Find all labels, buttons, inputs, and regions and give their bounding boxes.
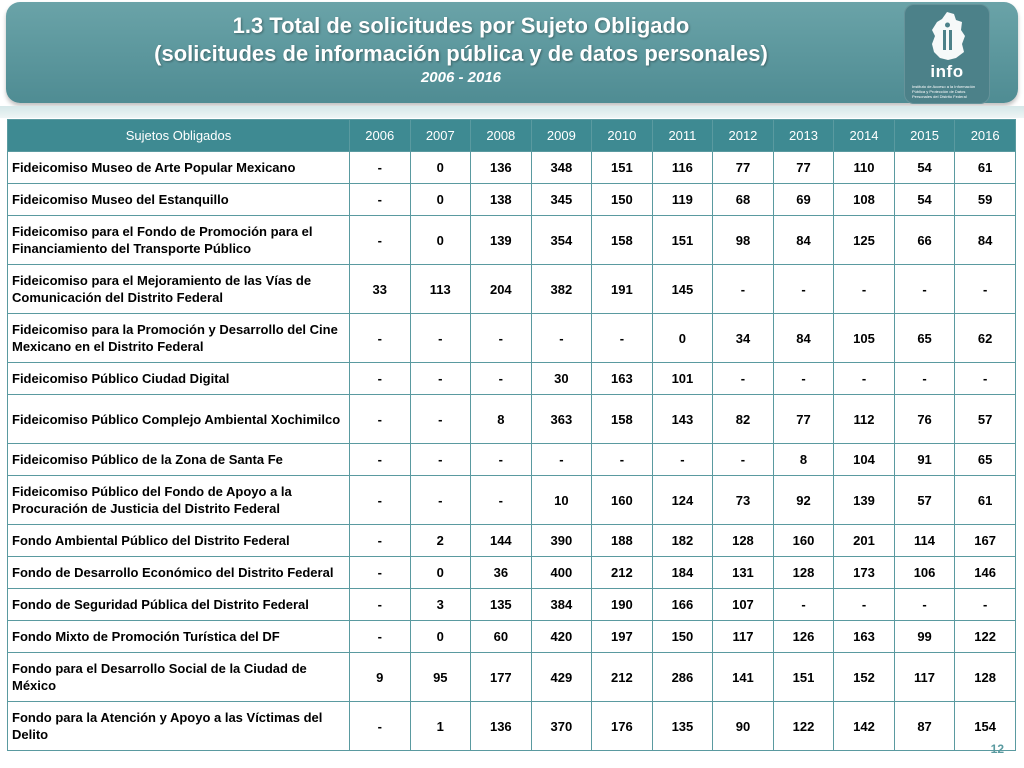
value-cell: 0 — [410, 621, 471, 653]
value-cell: 30 — [531, 363, 592, 395]
column-header-year: 2007 — [410, 120, 471, 152]
value-cell: 0 — [410, 216, 471, 265]
subject-name-cell: Fondo de Desarrollo Económico del Distrito Federal — [8, 557, 350, 589]
page-subtitle: (solicitudes de información pública y de datos personales) — [154, 41, 768, 66]
title-banner — [6, 2, 1018, 103]
value-cell: - — [350, 184, 411, 216]
value-cell: 158 — [592, 216, 653, 265]
value-cell: 84 — [773, 216, 834, 265]
value-cell: 204 — [471, 265, 532, 314]
table-row — [8, 702, 1016, 751]
value-cell: 420 — [531, 621, 592, 653]
value-cell: - — [471, 314, 532, 363]
column-header-year: 2006 — [350, 120, 411, 152]
column-header-year: 2009 — [531, 120, 592, 152]
value-cell: - — [410, 476, 471, 525]
value-cell: 2 — [410, 525, 471, 557]
column-header-year: 2011 — [652, 120, 713, 152]
value-cell: 108 — [834, 184, 895, 216]
value-cell: 150 — [592, 184, 653, 216]
value-cell: 128 — [713, 525, 774, 557]
value-cell: - — [350, 525, 411, 557]
value-cell: 87 — [894, 702, 955, 751]
value-cell: 1 — [410, 702, 471, 751]
value-cell: 0 — [652, 314, 713, 363]
value-cell: - — [350, 557, 411, 589]
value-cell: 8 — [773, 444, 834, 476]
table-row — [8, 363, 1016, 395]
value-cell: - — [350, 589, 411, 621]
value-cell: 166 — [652, 589, 713, 621]
value-cell: 84 — [955, 216, 1016, 265]
title-block — [6, 12, 916, 88]
value-cell: 429 — [531, 653, 592, 702]
value-cell: 82 — [713, 395, 774, 444]
value-cell: 345 — [531, 184, 592, 216]
value-cell: 135 — [471, 589, 532, 621]
logo-wordmark: info — [930, 62, 964, 81]
table-row — [8, 621, 1016, 653]
value-cell: 101 — [652, 363, 713, 395]
logo-caption: Instituto de Acceso a la Información Pública y Protección de Datos Personales del Distrito Federal — [912, 84, 976, 99]
value-cell: 57 — [955, 395, 1016, 444]
value-cell: 160 — [592, 476, 653, 525]
subject-name-cell: Fondo Mixto de Promoción Turística del DF — [8, 621, 350, 653]
value-cell: 173 — [834, 557, 895, 589]
value-cell: 98 — [713, 216, 774, 265]
subject-name-cell: Fideicomiso para el Fondo de Promoción para el Financiamiento del Transporte Público — [8, 216, 350, 265]
value-cell: 61 — [955, 476, 1016, 525]
subject-name-cell: Fondo de Seguridad Pública del Distrito Federal — [8, 589, 350, 621]
value-cell: 99 — [894, 621, 955, 653]
value-cell: 354 — [531, 216, 592, 265]
value-cell: 135 — [652, 702, 713, 751]
period-label: 2006 - 2016 — [420, 69, 502, 86]
value-cell: 77 — [773, 152, 834, 184]
value-cell: 60 — [471, 621, 532, 653]
value-cell: - — [471, 476, 532, 525]
separator-band — [0, 106, 1024, 118]
value-cell: 363 — [531, 395, 592, 444]
value-cell: 105 — [834, 314, 895, 363]
value-cell: 160 — [773, 525, 834, 557]
table-row — [8, 152, 1016, 184]
value-cell: 197 — [592, 621, 653, 653]
subject-name-cell: Fondo Ambiental Público del Distrito Federal — [8, 525, 350, 557]
subject-name-cell: Fideicomiso Museo de Arte Popular Mexicano — [8, 152, 350, 184]
value-cell: 112 — [834, 395, 895, 444]
column-header-year: 2016 — [955, 120, 1016, 152]
value-cell: - — [834, 265, 895, 314]
value-cell: - — [531, 314, 592, 363]
value-cell: 390 — [531, 525, 592, 557]
value-cell: - — [894, 589, 955, 621]
value-cell: 106 — [894, 557, 955, 589]
value-cell: - — [471, 444, 532, 476]
value-cell: 348 — [531, 152, 592, 184]
value-cell: 73 — [713, 476, 774, 525]
table-row — [8, 395, 1016, 444]
value-cell: - — [410, 363, 471, 395]
value-cell: - — [592, 444, 653, 476]
value-cell: 144 — [471, 525, 532, 557]
value-cell: 0 — [410, 557, 471, 589]
value-cell: 151 — [652, 216, 713, 265]
value-cell: 141 — [713, 653, 774, 702]
subject-name-cell: Fideicomiso para la Promoción y Desarrollo del Cine Mexicano en el Distrito Federal — [8, 314, 350, 363]
subject-name-cell: Fideicomiso Público Complejo Ambiental Xochimilco — [8, 395, 350, 444]
value-cell: 126 — [773, 621, 834, 653]
value-cell: 65 — [894, 314, 955, 363]
value-cell: 76 — [894, 395, 955, 444]
column-header-year: 2015 — [894, 120, 955, 152]
value-cell: 158 — [592, 395, 653, 444]
value-cell: 92 — [773, 476, 834, 525]
value-cell: 131 — [713, 557, 774, 589]
subject-name-cell: Fondo para el Desarrollo Social de la Ciudad de México — [8, 653, 350, 702]
value-cell: 117 — [713, 621, 774, 653]
value-cell: - — [410, 444, 471, 476]
value-cell: 68 — [713, 184, 774, 216]
value-cell: 110 — [834, 152, 895, 184]
value-cell: 167 — [955, 525, 1016, 557]
value-cell: 124 — [652, 476, 713, 525]
value-cell: 77 — [773, 395, 834, 444]
table-body — [8, 152, 1016, 751]
value-cell: 136 — [471, 152, 532, 184]
value-cell: - — [350, 444, 411, 476]
value-cell: 128 — [773, 557, 834, 589]
value-cell: - — [834, 589, 895, 621]
value-cell: 163 — [834, 621, 895, 653]
value-cell: 142 — [834, 702, 895, 751]
value-cell: 150 — [652, 621, 713, 653]
value-cell: 122 — [955, 621, 1016, 653]
value-cell: - — [592, 314, 653, 363]
value-cell: - — [773, 589, 834, 621]
value-cell: - — [531, 444, 592, 476]
value-cell: 151 — [773, 653, 834, 702]
column-header-year: 2008 — [471, 120, 532, 152]
column-header-year: 2012 — [713, 120, 774, 152]
value-cell: 69 — [773, 184, 834, 216]
value-cell: 152 — [834, 653, 895, 702]
table-row — [8, 265, 1016, 314]
value-cell: 154 — [955, 702, 1016, 751]
value-cell: 104 — [834, 444, 895, 476]
value-cell: 384 — [531, 589, 592, 621]
value-cell: - — [773, 363, 834, 395]
value-cell: 54 — [894, 152, 955, 184]
value-cell: 107 — [713, 589, 774, 621]
value-cell: 191 — [592, 265, 653, 314]
table-row — [8, 314, 1016, 363]
value-cell: 33 — [350, 265, 411, 314]
value-cell: 182 — [652, 525, 713, 557]
table-header-row — [8, 120, 1016, 152]
value-cell: 57 — [894, 476, 955, 525]
value-cell: - — [410, 395, 471, 444]
value-cell: 201 — [834, 525, 895, 557]
table-row — [8, 653, 1016, 702]
value-cell: 8 — [471, 395, 532, 444]
value-cell: - — [410, 314, 471, 363]
subject-name-cell: Fideicomiso Público Ciudad Digital — [8, 363, 350, 395]
value-cell: 125 — [834, 216, 895, 265]
value-cell: - — [350, 395, 411, 444]
value-cell: - — [713, 363, 774, 395]
value-cell: 145 — [652, 265, 713, 314]
value-cell: 138 — [471, 184, 532, 216]
value-cell: 177 — [471, 653, 532, 702]
subject-name-cell: Fideicomiso para el Mejoramiento de las Vías de Comunicación del Distrito Federal — [8, 265, 350, 314]
table-row — [8, 557, 1016, 589]
value-cell: 286 — [652, 653, 713, 702]
requests-table — [7, 119, 1016, 751]
value-cell: 382 — [531, 265, 592, 314]
value-cell: 139 — [834, 476, 895, 525]
table-row — [8, 184, 1016, 216]
column-header-year: 2010 — [592, 120, 653, 152]
table-row — [8, 476, 1016, 525]
value-cell: 91 — [894, 444, 955, 476]
table-row — [8, 444, 1016, 476]
value-cell: 190 — [592, 589, 653, 621]
value-cell: 66 — [894, 216, 955, 265]
value-cell: 113 — [410, 265, 471, 314]
value-cell: - — [350, 216, 411, 265]
value-cell: 95 — [410, 653, 471, 702]
value-cell: 61 — [955, 152, 1016, 184]
value-cell: 188 — [592, 525, 653, 557]
column-header-subjects: Sujetos Obligados — [8, 120, 350, 152]
column-header-year: 2013 — [773, 120, 834, 152]
value-cell: - — [713, 444, 774, 476]
value-cell: - — [713, 265, 774, 314]
value-cell: 65 — [955, 444, 1016, 476]
infodf-logo — [904, 4, 990, 104]
value-cell: 184 — [652, 557, 713, 589]
value-cell: - — [350, 152, 411, 184]
value-cell: 119 — [652, 184, 713, 216]
table-row — [8, 216, 1016, 265]
value-cell: 9 — [350, 653, 411, 702]
value-cell: - — [471, 363, 532, 395]
value-cell: - — [894, 363, 955, 395]
value-cell: - — [350, 314, 411, 363]
value-cell: - — [834, 363, 895, 395]
value-cell: 3 — [410, 589, 471, 621]
subject-name-cell: Fideicomiso Público del Fondo de Apoyo a la Procuración de Justicia del Distrito Federal — [8, 476, 350, 525]
value-cell: - — [955, 265, 1016, 314]
value-cell: 90 — [713, 702, 774, 751]
value-cell: 62 — [955, 314, 1016, 363]
value-cell: 400 — [531, 557, 592, 589]
value-cell: 54 — [894, 184, 955, 216]
value-cell: 36 — [471, 557, 532, 589]
value-cell: 114 — [894, 525, 955, 557]
value-cell: - — [350, 476, 411, 525]
subject-name-cell: Fideicomiso Museo del Estanquillo — [8, 184, 350, 216]
value-cell: 122 — [773, 702, 834, 751]
value-cell: 0 — [410, 184, 471, 216]
value-cell: 84 — [773, 314, 834, 363]
subject-name-cell: Fondo para la Atención y Apoyo a las Víctimas del Delito — [8, 702, 350, 751]
value-cell: - — [955, 589, 1016, 621]
value-cell: 117 — [894, 653, 955, 702]
value-cell: 136 — [471, 702, 532, 751]
value-cell: 212 — [592, 557, 653, 589]
value-cell: 128 — [955, 653, 1016, 702]
value-cell: - — [350, 702, 411, 751]
table-row — [8, 525, 1016, 557]
value-cell: 176 — [592, 702, 653, 751]
value-cell: 146 — [955, 557, 1016, 589]
value-cell: 34 — [713, 314, 774, 363]
column-header-year: 2014 — [834, 120, 895, 152]
value-cell: 59 — [955, 184, 1016, 216]
value-cell: - — [894, 265, 955, 314]
value-cell: 10 — [531, 476, 592, 525]
page-number: 12 — [990, 742, 1004, 756]
page-title: 1.3 Total de solicitudes por Sujeto Obligado — [232, 13, 690, 38]
value-cell: 77 — [713, 152, 774, 184]
value-cell: 163 — [592, 363, 653, 395]
value-cell: - — [955, 363, 1016, 395]
value-cell: 143 — [652, 395, 713, 444]
value-cell: 0 — [410, 152, 471, 184]
value-cell: 151 — [592, 152, 653, 184]
subject-name-cell: Fideicomiso Público de la Zona de Santa Fe — [8, 444, 350, 476]
value-cell: - — [350, 363, 411, 395]
table-row — [8, 589, 1016, 621]
value-cell: 370 — [531, 702, 592, 751]
value-cell: - — [652, 444, 713, 476]
value-cell: 212 — [592, 653, 653, 702]
value-cell: 116 — [652, 152, 713, 184]
value-cell: 139 — [471, 216, 532, 265]
value-cell: - — [350, 621, 411, 653]
value-cell: - — [773, 265, 834, 314]
